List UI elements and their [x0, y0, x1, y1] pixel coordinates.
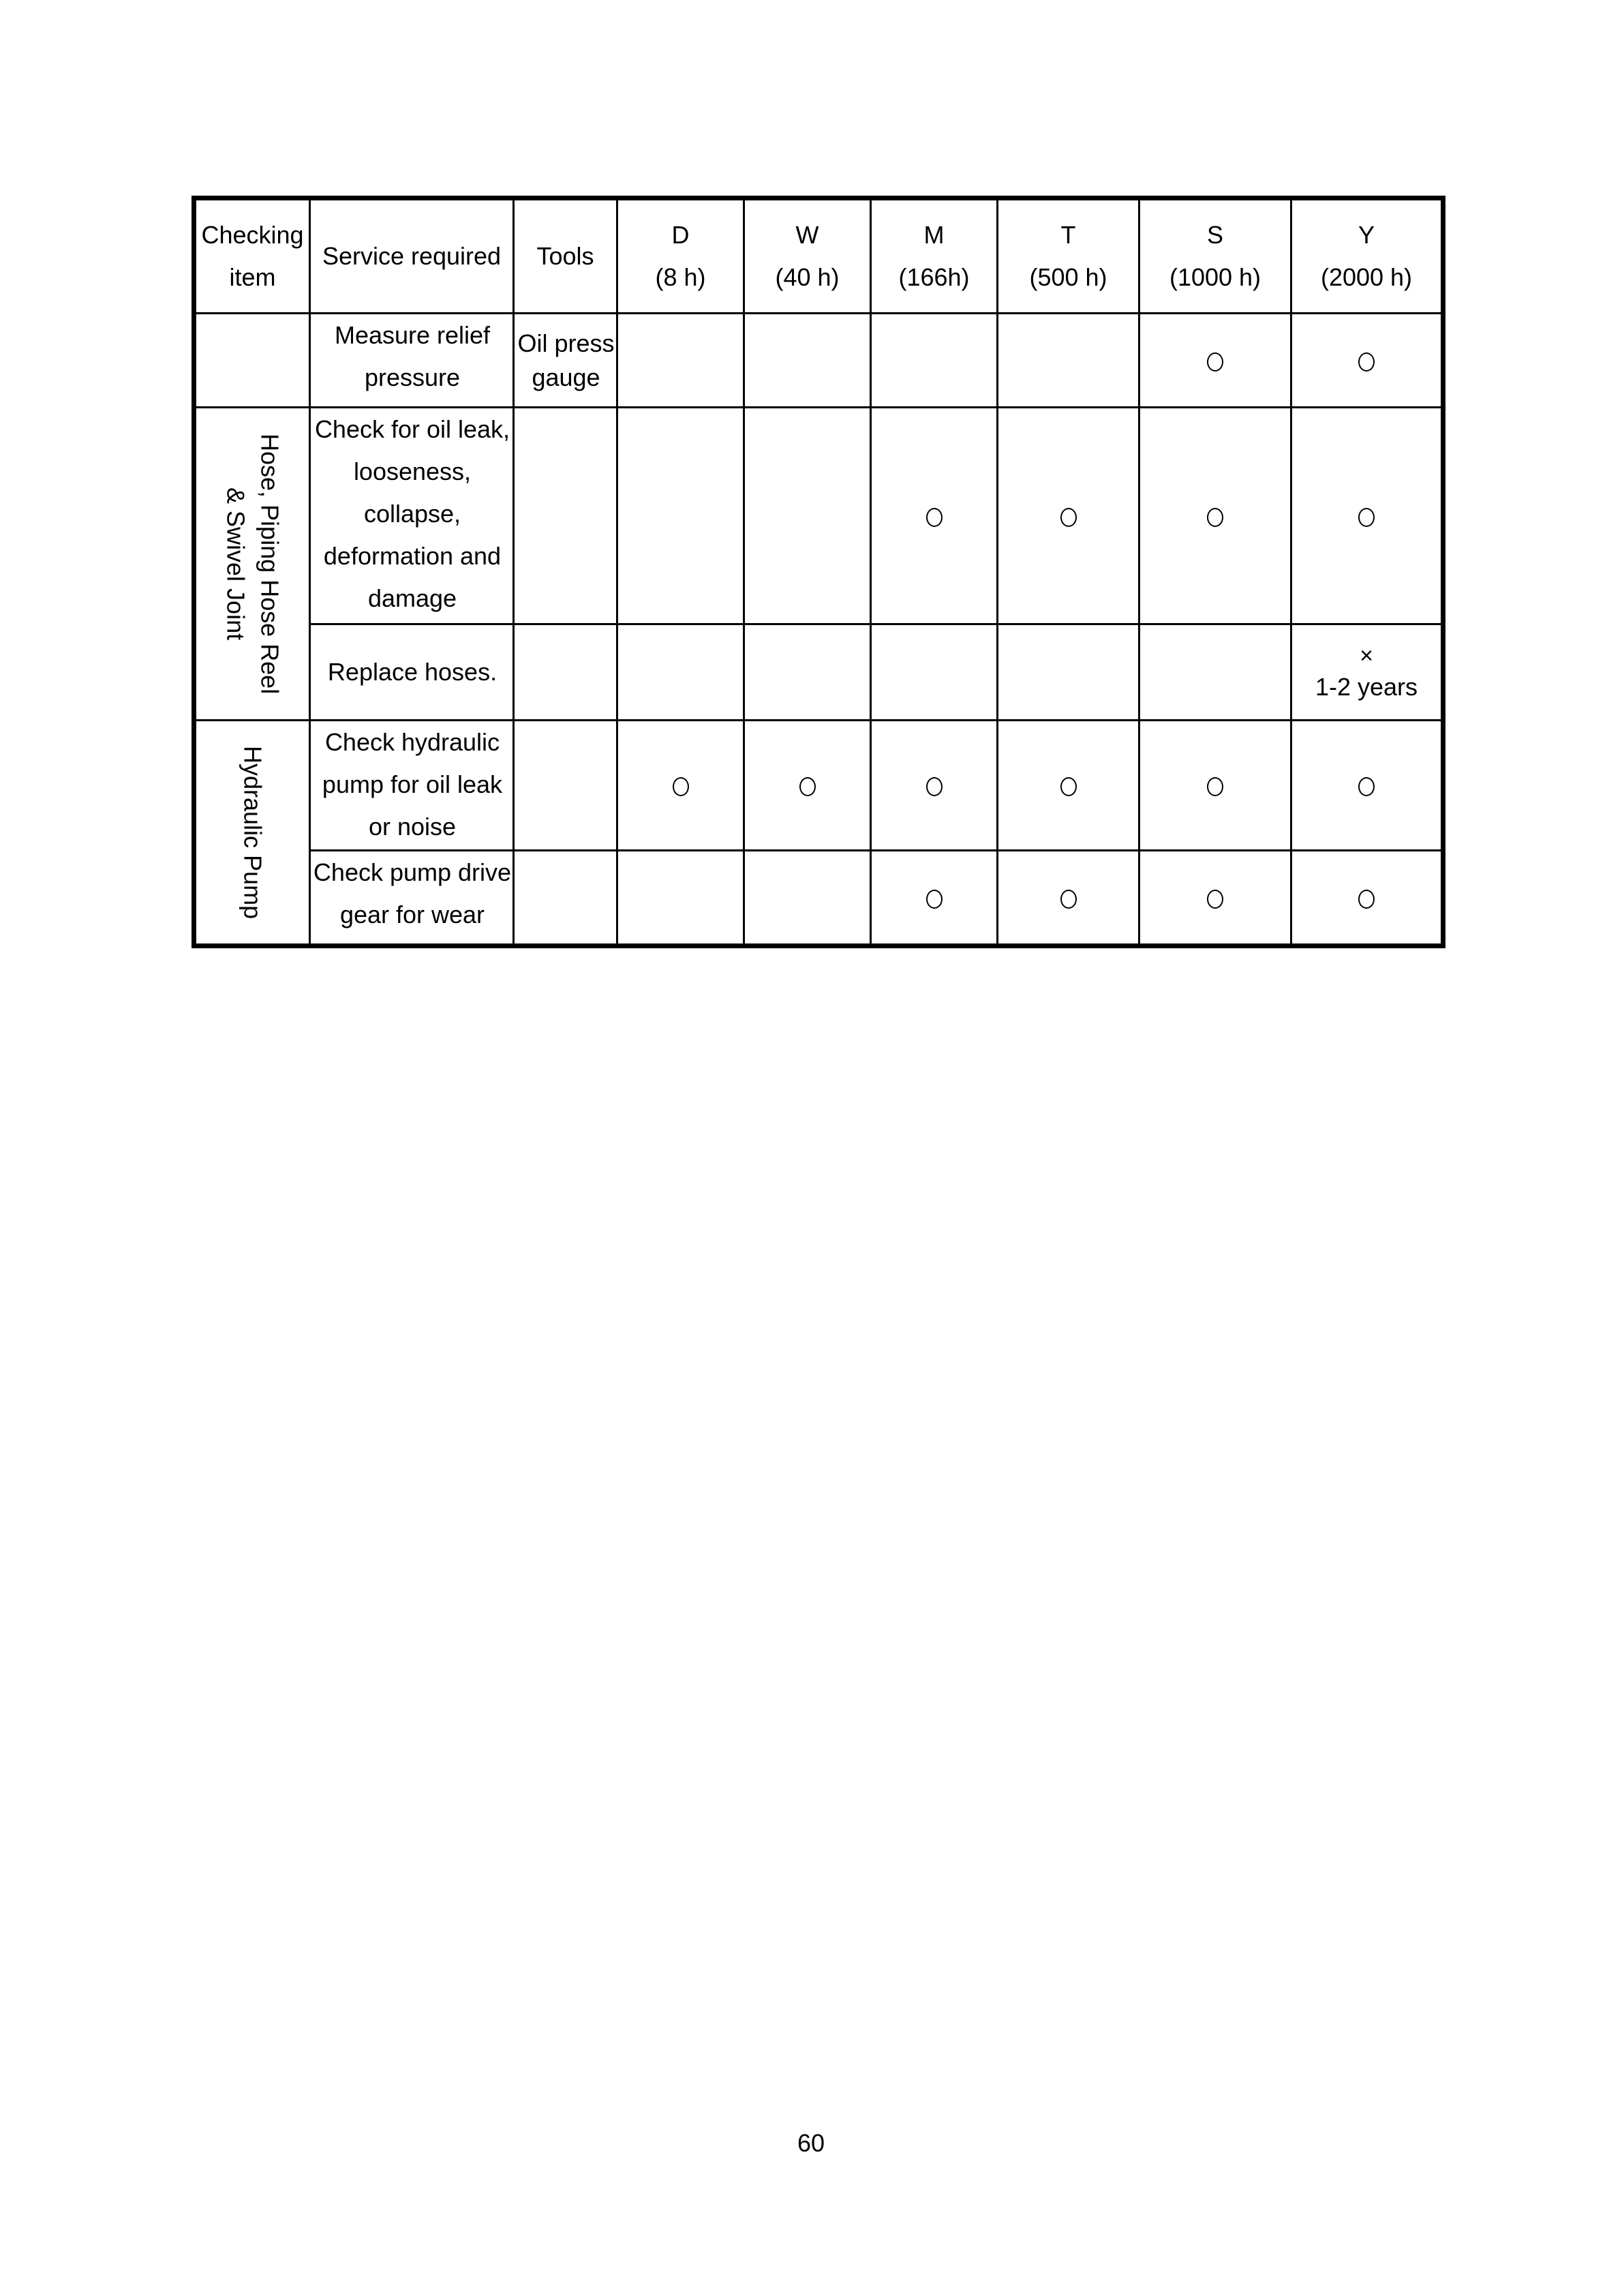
circle-mark-icon	[673, 777, 689, 796]
header-checking-item-line2: item	[229, 263, 276, 291]
interval-cell-y	[1291, 624, 1443, 721]
interval-cell-y	[1291, 721, 1443, 851]
header-checking-item	[194, 198, 310, 314]
table-row	[194, 314, 1443, 408]
service-text: damage	[367, 584, 457, 612]
interval-cell-m	[871, 721, 998, 851]
circle-mark-icon	[926, 890, 943, 909]
table-row	[194, 408, 1443, 624]
service-text: Replace hoses.	[327, 658, 498, 686]
interval-cell-d	[617, 408, 744, 624]
table-row	[194, 851, 1443, 946]
tools-cell	[514, 851, 617, 946]
interval-cell-m	[871, 851, 998, 946]
header-tools: Tools	[514, 198, 617, 314]
service-text: looseness,	[353, 457, 472, 485]
interval-hours: (166h)	[898, 263, 970, 291]
interval-cell-s	[1139, 314, 1291, 408]
interval-cell-t	[998, 851, 1139, 946]
header-interval-w	[744, 198, 871, 314]
service-cell	[310, 851, 514, 946]
interval-hours: (40 h)	[775, 263, 840, 291]
interval-hours: (2000 h)	[1320, 263, 1413, 291]
circle-mark-icon	[1358, 777, 1375, 796]
interval-cell-d	[617, 624, 744, 721]
interval-cell-d	[617, 721, 744, 851]
interval-cell-t	[998, 408, 1139, 624]
header-interval-s	[1139, 198, 1291, 314]
circle-mark-icon	[1207, 352, 1223, 372]
header-service-required: Service required	[310, 198, 514, 314]
interval-cell-s	[1139, 721, 1291, 851]
interval-code: M	[923, 221, 945, 249]
circle-mark-icon	[926, 777, 943, 796]
circle-mark-icon	[1358, 352, 1375, 372]
interval-cell-t	[998, 624, 1139, 721]
header-checking-item-line1: Checking	[201, 221, 304, 249]
tools-text: gauge	[532, 363, 600, 391]
service-text: Check hydraulic	[324, 728, 500, 756]
checking-item-label	[219, 434, 287, 694]
interval-hours: (8 h)	[655, 263, 706, 291]
interval-code: T	[1060, 221, 1076, 249]
interval-cell-y	[1291, 851, 1443, 946]
circle-mark-icon	[1060, 508, 1077, 527]
interval-cell-s	[1139, 624, 1291, 721]
interval-cell-y	[1291, 408, 1443, 624]
interval-cell-d	[617, 314, 744, 408]
interval-code: W	[795, 221, 819, 249]
service-cell	[310, 314, 514, 408]
interval-cell-t	[998, 314, 1139, 408]
interval-cell-y	[1291, 314, 1443, 408]
service-text: Check pump drive	[313, 858, 512, 886]
circle-mark-icon	[1207, 890, 1223, 909]
interval-cell-m	[871, 624, 998, 721]
header-interval-t	[998, 198, 1139, 314]
interval-cell-s	[1139, 851, 1291, 946]
interval-cell-m	[871, 408, 998, 624]
checking-item-line1: Hose, Piping Hose Reel	[256, 433, 284, 695]
page-number: 60	[797, 2129, 825, 2157]
circle-mark-icon	[1207, 508, 1223, 527]
interval-hours: (500 h)	[1029, 263, 1107, 291]
service-text: Check for oil leak,	[314, 415, 510, 443]
circle-mark-icon	[1358, 508, 1375, 527]
maintenance-schedule-table	[192, 196, 1445, 948]
header-interval-d	[617, 198, 744, 314]
interval-cell-w	[744, 408, 871, 624]
service-cell	[310, 408, 514, 624]
service-text: pump for oil leak	[322, 770, 503, 798]
interval-cell-w	[744, 851, 871, 946]
service-text: deformation and	[323, 542, 502, 570]
tools-cell	[514, 624, 617, 721]
header-row	[194, 198, 1443, 314]
interval-cell-w	[744, 314, 871, 408]
vertical-label-wrapper	[196, 746, 309, 919]
checking-item-hose-piping	[194, 408, 310, 721]
circle-mark-icon	[1060, 777, 1077, 796]
circle-mark-icon	[926, 508, 943, 527]
tools-text: Oil press	[517, 329, 615, 357]
table-row	[194, 721, 1443, 851]
cross-mark-icon: ×	[1360, 643, 1373, 669]
table-row	[194, 624, 1443, 721]
service-text: Measure relief	[334, 321, 491, 349]
checking-item-hydraulic-pump	[194, 721, 310, 946]
interval-code: S	[1206, 221, 1223, 249]
checking-item-cell-empty	[194, 314, 310, 408]
checking-item-label: Hydraulic Pump	[239, 745, 267, 920]
interval-code: Y	[1358, 221, 1375, 249]
tools-cell	[514, 408, 617, 624]
interval-cell-w	[744, 624, 871, 721]
service-text: collapse,	[363, 500, 461, 528]
interval-cell-t	[998, 721, 1139, 851]
circle-mark-icon	[1358, 890, 1375, 909]
tools-cell	[514, 721, 617, 851]
service-text: or noise	[368, 813, 457, 841]
service-text: pressure	[364, 363, 461, 391]
service-cell	[310, 721, 514, 851]
replacement-interval-note: 1-2 years	[1315, 673, 1418, 701]
header-interval-y	[1291, 198, 1443, 314]
tools-cell	[514, 314, 617, 408]
service-cell	[310, 624, 514, 721]
circle-mark-icon	[799, 777, 816, 796]
circle-mark-icon	[1207, 777, 1223, 796]
checking-item-line2: & Swivel Joint	[221, 487, 250, 641]
interval-code: D	[671, 221, 690, 249]
interval-cell-d	[617, 851, 744, 946]
header-interval-m	[871, 198, 998, 314]
interval-cell-m	[871, 314, 998, 408]
interval-cell-s	[1139, 408, 1291, 624]
service-text: gear for wear	[339, 901, 485, 928]
interval-cell-w	[744, 721, 871, 851]
circle-mark-icon	[1060, 890, 1077, 909]
vertical-label-wrapper	[196, 434, 309, 694]
interval-hours: (1000 h)	[1169, 263, 1261, 291]
